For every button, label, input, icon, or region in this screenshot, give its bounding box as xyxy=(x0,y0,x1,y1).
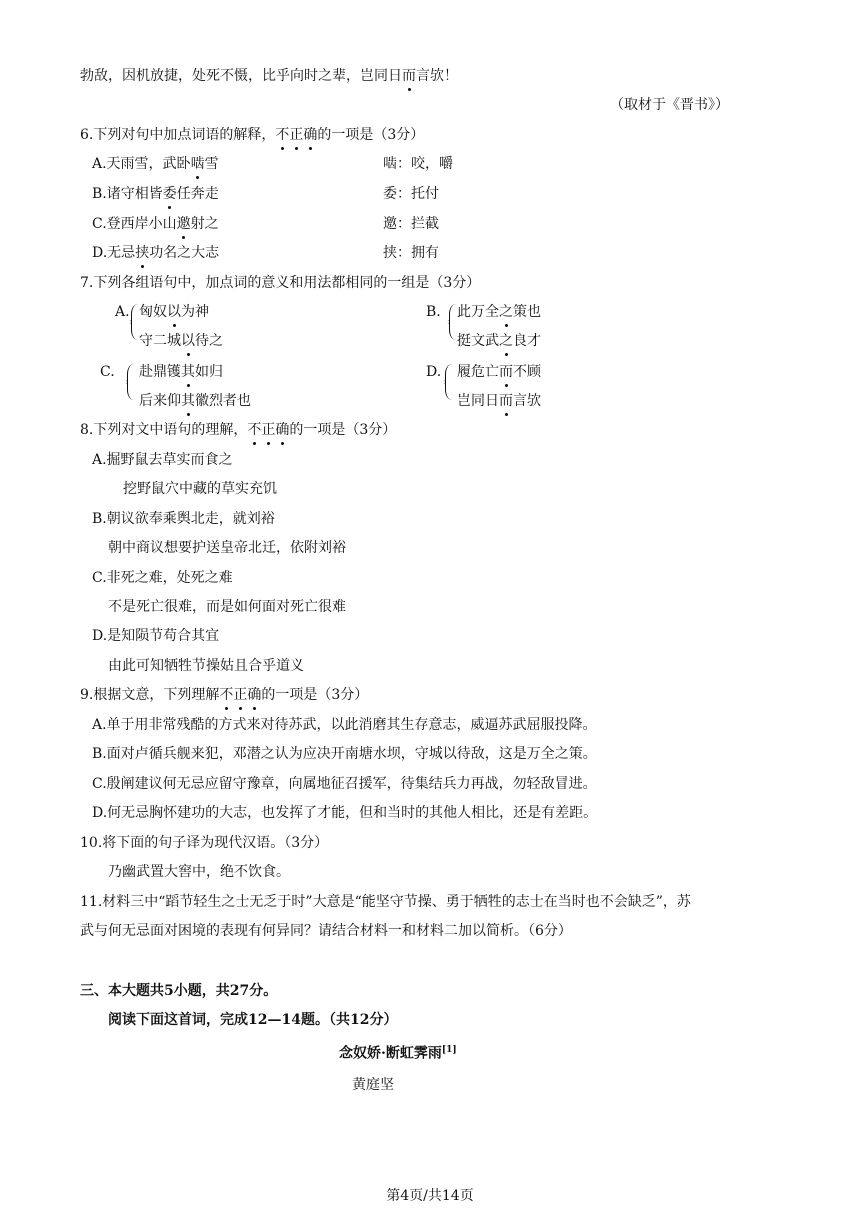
q9-option-b: B.面对卢循兵舰来犯，邓潜之认为应决开南塘水坝，守城以待敌，这是万全之策。 xyxy=(92,746,597,762)
question-6-stem xyxy=(80,125,424,145)
passage-text: 勃敌，因机放捷，处死不慑，比乎向时之辈，岂同日 xyxy=(80,68,402,84)
page-footer: 第4页/共14页 xyxy=(386,1188,474,1204)
q7-label-b: B. xyxy=(426,304,441,320)
dotted-char: 以 xyxy=(181,333,195,349)
question-11-line2: 武与何无忌面对困境的表现有何异同？请结合材料一和材料二加以简析。（6分） xyxy=(80,923,572,939)
dotted-char: 而 xyxy=(402,68,416,84)
dotted-char: 正 xyxy=(233,687,248,703)
q8-item-a-source: A.掘野鼠去草实而食之 xyxy=(92,452,233,468)
dotted-char: 确 xyxy=(247,687,262,703)
q7-b-line1: 此万全之策也 xyxy=(457,304,541,320)
q9-option-c: C.殷阐建议何无忌应留守豫章，向属地征召援军，待集结兵力再战，勿轻敌冒进。 xyxy=(92,776,597,792)
q7-label-d: D. xyxy=(426,364,442,380)
q8-item-b-source: B.朝议欲奉乘舆北走，就刘裕 xyxy=(92,511,275,527)
q6-gloss-c: 邀：拦截 xyxy=(383,216,439,232)
question-9-stem: 9.根据文意，下列理解不正确的一项是（3分） xyxy=(80,687,369,703)
q6-gloss-a: 啮：咬，嚼 xyxy=(383,156,453,172)
q7-a-line2: 守二城以待之 xyxy=(139,333,223,349)
stem-text: 的一项是（3分） xyxy=(317,127,425,143)
dotted-char: 挟 xyxy=(135,245,150,261)
q6-option-c: C.登西岸小山邀射之 xyxy=(92,216,219,232)
q8-item-a-translation: 挖野鼠穴中藏的草实充饥 xyxy=(123,481,277,497)
q7-brace-b xyxy=(449,304,457,340)
question-10-stem: 10.将下面的句子译为现代汉语。（3分） xyxy=(80,835,329,851)
q8-item-c-source: C.非死之难，处死之难 xyxy=(92,570,233,586)
dotted-char: 不 xyxy=(219,687,234,703)
section-3-heading: 三、本大题共5小题，共27分。 xyxy=(80,983,278,999)
dotted-char: 不 xyxy=(247,422,262,438)
q8-item-d-translation: 由此可知牺牲节操姑且合乎道义 xyxy=(108,658,304,674)
dotted-char: 以 xyxy=(167,304,181,320)
q7-brace-d xyxy=(445,364,453,400)
q8-item-d-source: D.是知陨节苟合其宜 xyxy=(92,628,220,644)
q6-option-d: D.无忌挟功名之大志 xyxy=(92,245,220,261)
q8-item-c-translation: 不是死亡很难，而是如何面对死亡很难 xyxy=(108,599,346,615)
dotted-char: 其 xyxy=(181,393,195,409)
dotted-char: 啮 xyxy=(190,156,205,172)
dotted-char: 邀 xyxy=(176,216,191,232)
dotted-char: 之 xyxy=(499,333,513,349)
q7-c-line2: 后来仰其徽烈者也 xyxy=(139,393,251,409)
q6-option-b: B.诸守相皆委任奔走 xyxy=(92,186,219,202)
section-3-intro: 阅读下面这首词，完成12—14题。（共12分） xyxy=(108,1012,398,1028)
dotted-char: 而 xyxy=(499,393,513,409)
q7-d-line2: 岂同日而言欤 xyxy=(457,393,541,409)
q8-item-b-translation: 朝中商议想要护送皇帝北迁，依附刘裕 xyxy=(108,540,346,556)
q9-option-a: A.单于用非常残酷的方式来对待苏武，以此消磨其生存意志，威逼苏武屈服投降。 xyxy=(92,717,597,733)
question-11-line1: 11.材料三中“蹈节轻生之士无乏于时”大意是“能坚守节操、勇于牺牲的志士在当时也不会缺乏”，苏 xyxy=(80,894,691,910)
dotted-char: 而 xyxy=(499,364,513,380)
q10-sentence: 乃幽武置大窖中，绝不饮食。 xyxy=(108,864,290,880)
poem-author: 黄庭坚 xyxy=(352,1077,394,1093)
q9-option-d: D.何无忌胸怀建功的大志，也发挥了才能，但和当时的其他人相比，还是有差距。 xyxy=(92,805,598,821)
q7-brace-a xyxy=(131,304,139,340)
q7-brace-c xyxy=(127,364,135,400)
passage-text: 言欤！ xyxy=(416,68,458,84)
source-note: （取材于《晋书》） xyxy=(610,97,729,113)
q7-a-line1: 匈奴以为神 xyxy=(139,304,209,320)
q7-label-c: C. xyxy=(100,364,115,380)
q7-b-line2: 挺文武之良才 xyxy=(457,333,541,349)
passage-last-line xyxy=(80,66,458,86)
dotted-char: 正 xyxy=(289,127,304,143)
dotted-char: 正 xyxy=(261,422,276,438)
q7-d-line1: 履危亡而不顾 xyxy=(457,364,541,380)
poem-title xyxy=(339,1040,457,1064)
dotted-char: 其 xyxy=(181,364,195,380)
q7-c-line1: 赴鼎镬其如归 xyxy=(139,364,223,380)
poem-title-text: 念奴娇·断虹霁雨 xyxy=(339,1045,442,1062)
stem-text: 6.下列对句中加点词语的解释， xyxy=(80,127,276,143)
question-7-stem: 7.下列各组语句中，加点词的意义和用法都相同的一组是（3分） xyxy=(80,275,481,291)
dotted-char: 之 xyxy=(499,304,513,320)
dotted-char: 确 xyxy=(303,127,318,143)
footnote-mark: [1] xyxy=(441,1045,457,1055)
q6-gloss-d: 挟：拥有 xyxy=(383,245,439,261)
q6-option-a: A.天雨雪，武卧啮雪 xyxy=(92,156,219,172)
dotted-char: 确 xyxy=(275,422,290,438)
dotted-char: 委 xyxy=(162,186,177,202)
question-8-stem: 8.下列对文中语句的理解，不正确的一项是（3分） xyxy=(80,422,397,438)
q7-label-a: A. xyxy=(115,304,130,320)
dotted-char: 不 xyxy=(275,127,290,143)
q6-gloss-b: 委：托付 xyxy=(383,186,439,202)
